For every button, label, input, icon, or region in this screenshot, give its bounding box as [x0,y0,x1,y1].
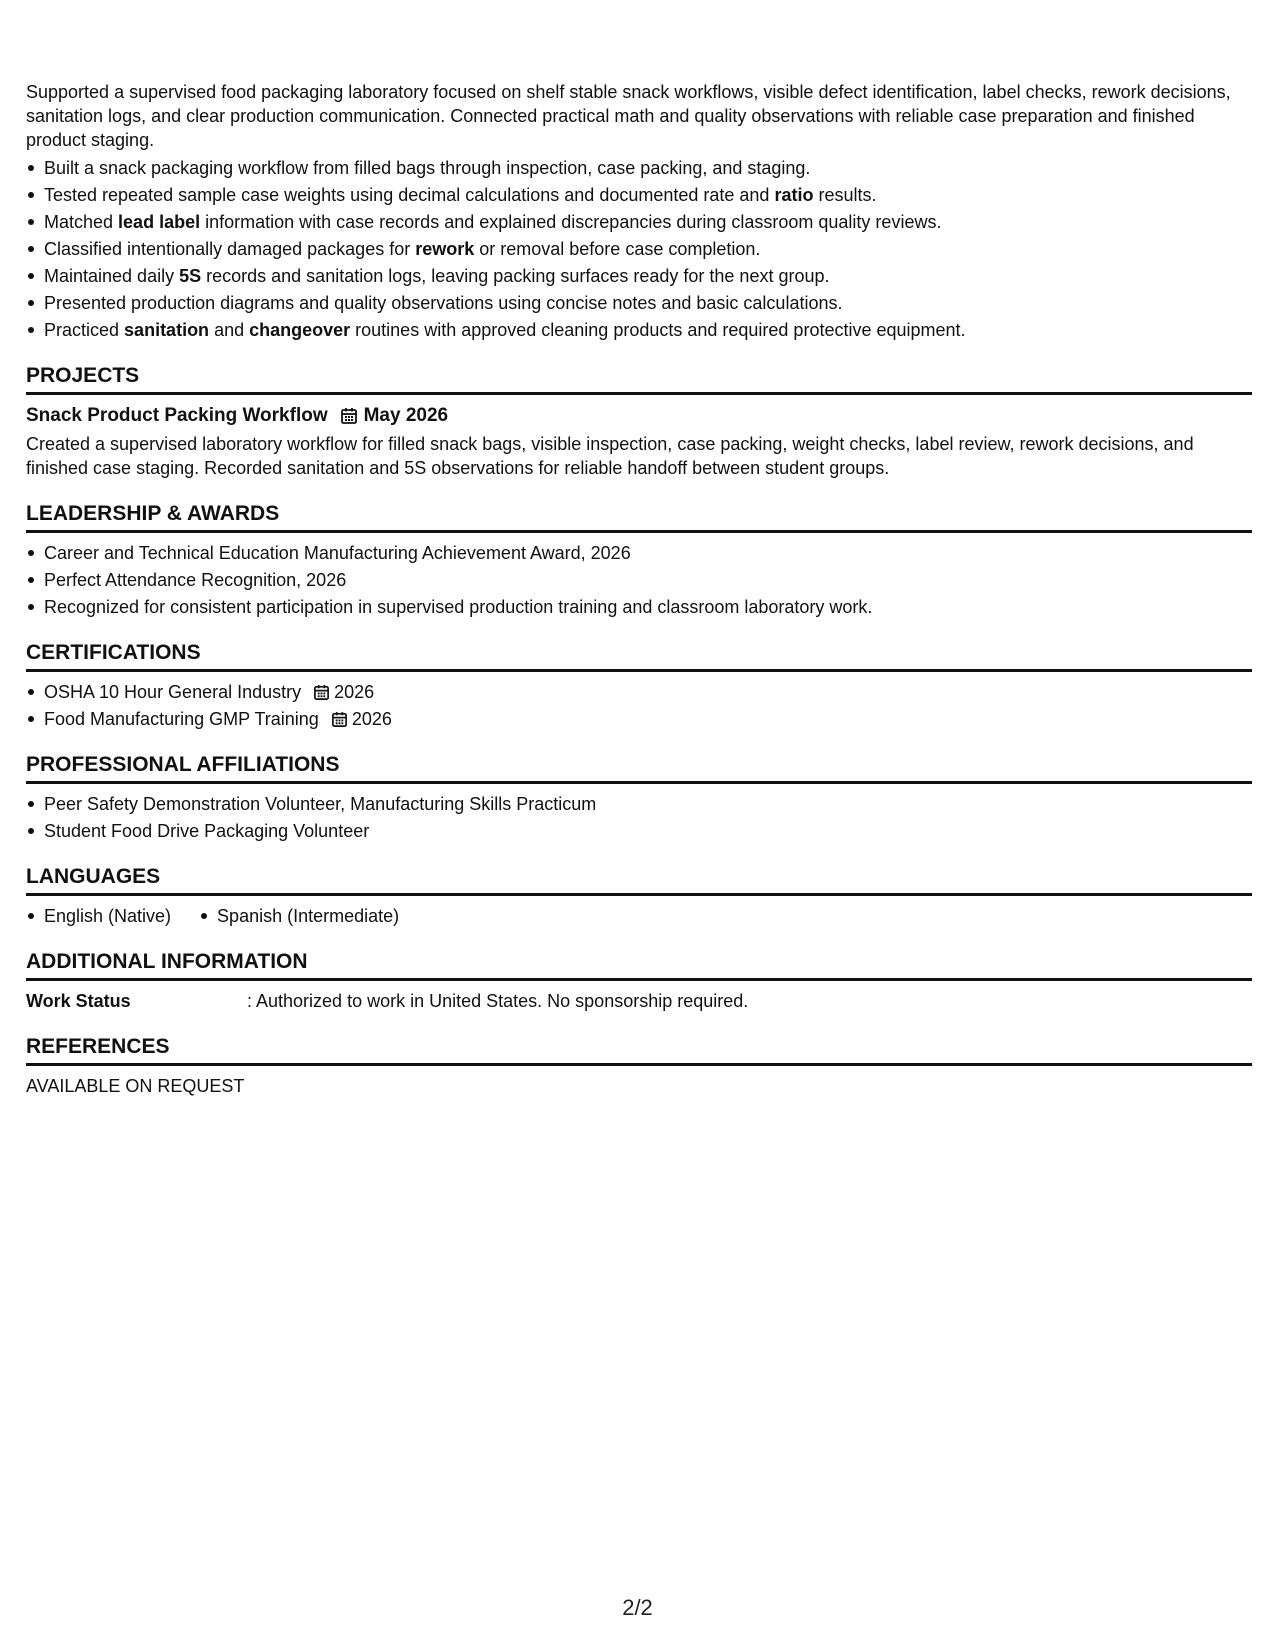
project-title: Snack Product Packing Workflow [26,405,328,426]
summary-bullet: Tested repeated sample case weights using decimal calculations and documented rate and ratio results. [26,183,1252,207]
page-number: 2/2 [622,1595,653,1620]
references-heading: REFERENCES [26,1033,1252,1066]
summary-paragraph: Supported a supervised food packaging laboratory focused on shelf stable snack workflows, visible defect identification, label checks, rework decisions, sanitation logs, and clear production communication. Connected practical math and quality observations with reliable case preparation and finished product staging. [26,82,1231,150]
certification-name: OSHA 10 Hour General Industry [44,682,302,702]
project-header [26,403,1252,429]
certification-year: 2026 [351,709,392,729]
certifications-list [26,680,1252,731]
language-item: English (Native) [26,904,171,928]
summary-bullet: Matched lead label information with case records and explained discrepancies during classroom quality reviews. [26,210,1252,234]
affiliations-heading: PROFESSIONAL AFFILIATIONS [26,751,1252,784]
certification-item [26,680,1252,704]
language-item: Spanish (Intermediate) [199,904,399,928]
calendar-icon [340,407,358,425]
project-description: Created a supervised laboratory workflow for filled snack bags, visible inspection, case packing, weight checks, label review, rework decisions, and finished case staging. Recorded sanitation and 5S observations for reliable handoff between student groups. [26,434,1194,478]
certification-year: 2026 [334,682,375,702]
resume-page [26,80,1252,1098]
award-item: Career and Technical Education Manufacturing Achievement Award, 2026 [26,541,1252,565]
projects-heading: PROJECTS [26,362,1252,395]
summary-bullet: Built a snack packaging workflow from filled bags through inspection, case packing, and staging. [26,156,1252,180]
affiliation-item: Peer Safety Demonstration Volunteer, Manufacturing Skills Practicum [26,792,1252,816]
calendar-icon [313,684,330,701]
summary-bullet: Maintained daily 5S records and sanitation logs, leaving packing surfaces ready for the next group. [26,264,1252,288]
work-status-value: : Authorized to work in United States. No sponsorship required. [247,991,749,1011]
work-status-row [26,989,1252,1013]
certification-name: Food Manufacturing GMP Training [44,709,319,729]
summary-bullet: Classified intentionally damaged packages for rework or removal before case completion. [26,237,1252,261]
summary-bullet: Presented production diagrams and quality observations using concise notes and basic calculations. [26,291,1252,315]
languages-heading: LANGUAGES [26,863,1252,896]
additional-info-heading: ADDITIONAL INFORMATION [26,948,1252,981]
languages-list [26,904,1252,928]
project-date: May 2026 [363,405,449,426]
summary-bullets [26,156,1252,342]
affiliations-list [26,792,1252,843]
award-item: Perfect Attendance Recognition, 2026 [26,568,1252,592]
summary-bullet: Practiced sanitation and changeover routines with approved cleaning products and required protective equipment. [26,318,1252,342]
work-status-label: Work Status [26,991,131,1011]
certification-item [26,707,1252,731]
award-item: Recognized for consistent participation in supervised production training and classroom laboratory work. [26,595,1252,619]
affiliation-item: Student Food Drive Packaging Volunteer [26,819,1252,843]
certifications-heading: CERTIFICATIONS [26,639,1252,672]
references-text: AVAILABLE ON REQUEST [26,1076,245,1096]
awards-list [26,541,1252,619]
calendar-icon [331,711,348,728]
awards-heading: LEADERSHIP & AWARDS [26,500,1252,533]
